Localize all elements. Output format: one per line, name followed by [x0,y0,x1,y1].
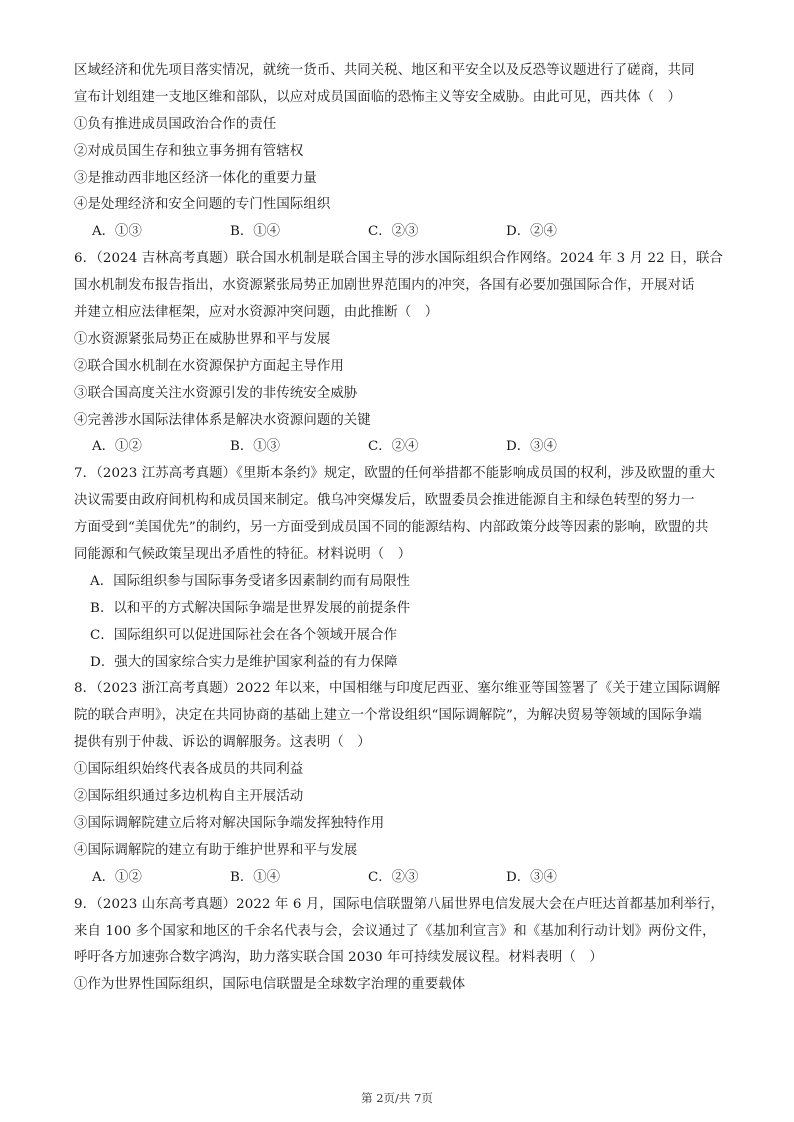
stem-line: 7．（2023 江苏高考真题）《里斯本条约》规定，欧盟的任何举措都不能影响成员国的权利，涉及欧盟的重大 [74,466,716,482]
stem-line: 同能源和气候政策呈现出矛盾性的特征。材料说明（ ） [74,547,412,563]
question-6 [74,246,722,461]
stem-line: 区域经济和优先项目落实情况，就统一货币、共同关税、地区和平安全以及反恐等议题进行了磋商，共同 [74,63,695,78]
statement-item: ①作为世界性国际组织，国际电信联盟是全球数字治理的重要载体 [74,977,466,993]
option-d: D．强大的国家综合实力是维护国家利益的有力保障 [90,654,398,670]
choice-c: C．②③ [368,869,419,885]
choice-b: B．①④ [230,869,281,885]
choice-c: C．②③ [368,224,419,240]
stem-line: 9．（2023 山东高考真题）2022 年 6 月，国际电信联盟第八届世界电信发展大会在卢旺达首都基加利举行， [74,896,725,912]
choice-a: A．①② [92,869,142,885]
stem-line: 决议需要由政府间机构和成员国来制定。俄乌冲突爆发后，欧盟委员会推进能源自主和绿色转型的努力一 [74,493,695,509]
page-footer: 第 2页/共 7页 [361,1091,433,1105]
choice-d: D．②④ [506,224,557,240]
statement-item: ③联合国高度关注水资源引发的非传统安全威胁 [74,385,358,401]
document-page [74,58,725,999]
statement-item: ②国际组织通过多边机构自主开展活动 [74,789,304,805]
choice-d: D．③④ [506,439,557,455]
statement-item: ③是推动西非地区经济一体化的重要力量 [74,170,317,186]
stem-line: 宣布计划组建一支地区维和部队，以应对成员国面临的恐怖主义等安全威胁。由此可见，西共体（ ） [74,89,682,105]
option-b: B．以和平的方式解决国际争端是世界发展的前提条件 [90,600,411,616]
statement-item: ①国际组织始终代表各成员的共同利益 [74,762,304,778]
stem-line: 8．（2023 浙江高考真题）2022 年以来，中国相继与印度尼西亚、塞尔维亚等国签署了《关于建立国际调解 [74,681,721,697]
stem-line: 呼吁各方加速弥合数字鸿沟，助力落实联合国 2030 年可持续发展议程。材料表明（ ） [74,950,603,966]
statement-item: ④是处理经济和安全问题的专门性国际组织 [74,197,331,213]
question-8 [74,676,722,891]
answer-choices [74,434,722,461]
stem-line: 院的联合声明》，决定在共同协商的基础上建立一个常设组织“国际调解院”，为解决贸易等领域的国际争端 [74,708,702,724]
stem-line: 提供有别于仲裁、诉讼的调解服务。这表明（ ） [74,735,371,751]
choice-a: A．①③ [92,224,142,240]
question-9 [74,892,725,1000]
answer-choices [74,219,722,246]
statement-item: ②对成员国生存和独立事务拥有管辖权 [74,143,304,159]
stem-line: 方面受到“美国优先”的制约，另一方面受到成员国不同的能源结构、内部政策分歧等因素的影响，欧盟的共 [74,520,709,536]
stem-line: 并建立相应法律框架，应对水资源冲突问题，由此推断（ ） [74,305,439,321]
statement-item: ①负有推进成员国政治合作的责任 [74,116,277,132]
choice-b: B．①③ [230,439,281,455]
question-5-continuation [74,58,722,246]
statement-item: ③国际调解院建立后将对解决国际争端发挥独特作用 [74,815,385,831]
option-c: C．国际组织可以促进国际社会在各个领域开展合作 [90,627,398,643]
choice-d: D．③④ [506,869,557,885]
statement-item: ②联合国水机制在水资源保护方面起主导作用 [74,358,344,374]
choice-a: A．①② [92,439,142,455]
statement-item: ①水资源紧张局势正在威胁世界和平与发展 [74,331,331,347]
answer-choices [74,865,722,892]
stem-line: 6．（2024 吉林高考真题）联合国水机制是联合国主导的涉水国际组织合作网络。2024 年 3 月 22 日，联合 [74,251,724,267]
choice-b: B．①④ [230,224,281,240]
stem-line: 来自 100 多个国家和地区的千余名代表与会，会议通过了《基加利宣言》和《基加利行动计划》两份文件， [74,923,716,939]
statement-item: ④国际调解院的建立有助于维护世界和平与发展 [74,842,358,858]
choice-c: C．②④ [368,439,419,455]
option-a: A．国际组织参与国际事务受诸多因素制约而有局限性 [90,573,411,589]
question-7 [74,461,722,676]
statement-item: ④完善涉水国际法律体系是解决水资源问题的关键 [74,412,371,428]
stem-line: 国水机制发布报告指出，水资源紧张局势正加剧世界范围内的冲突，各国有必要加强国际合作，开展对话 [74,278,695,294]
